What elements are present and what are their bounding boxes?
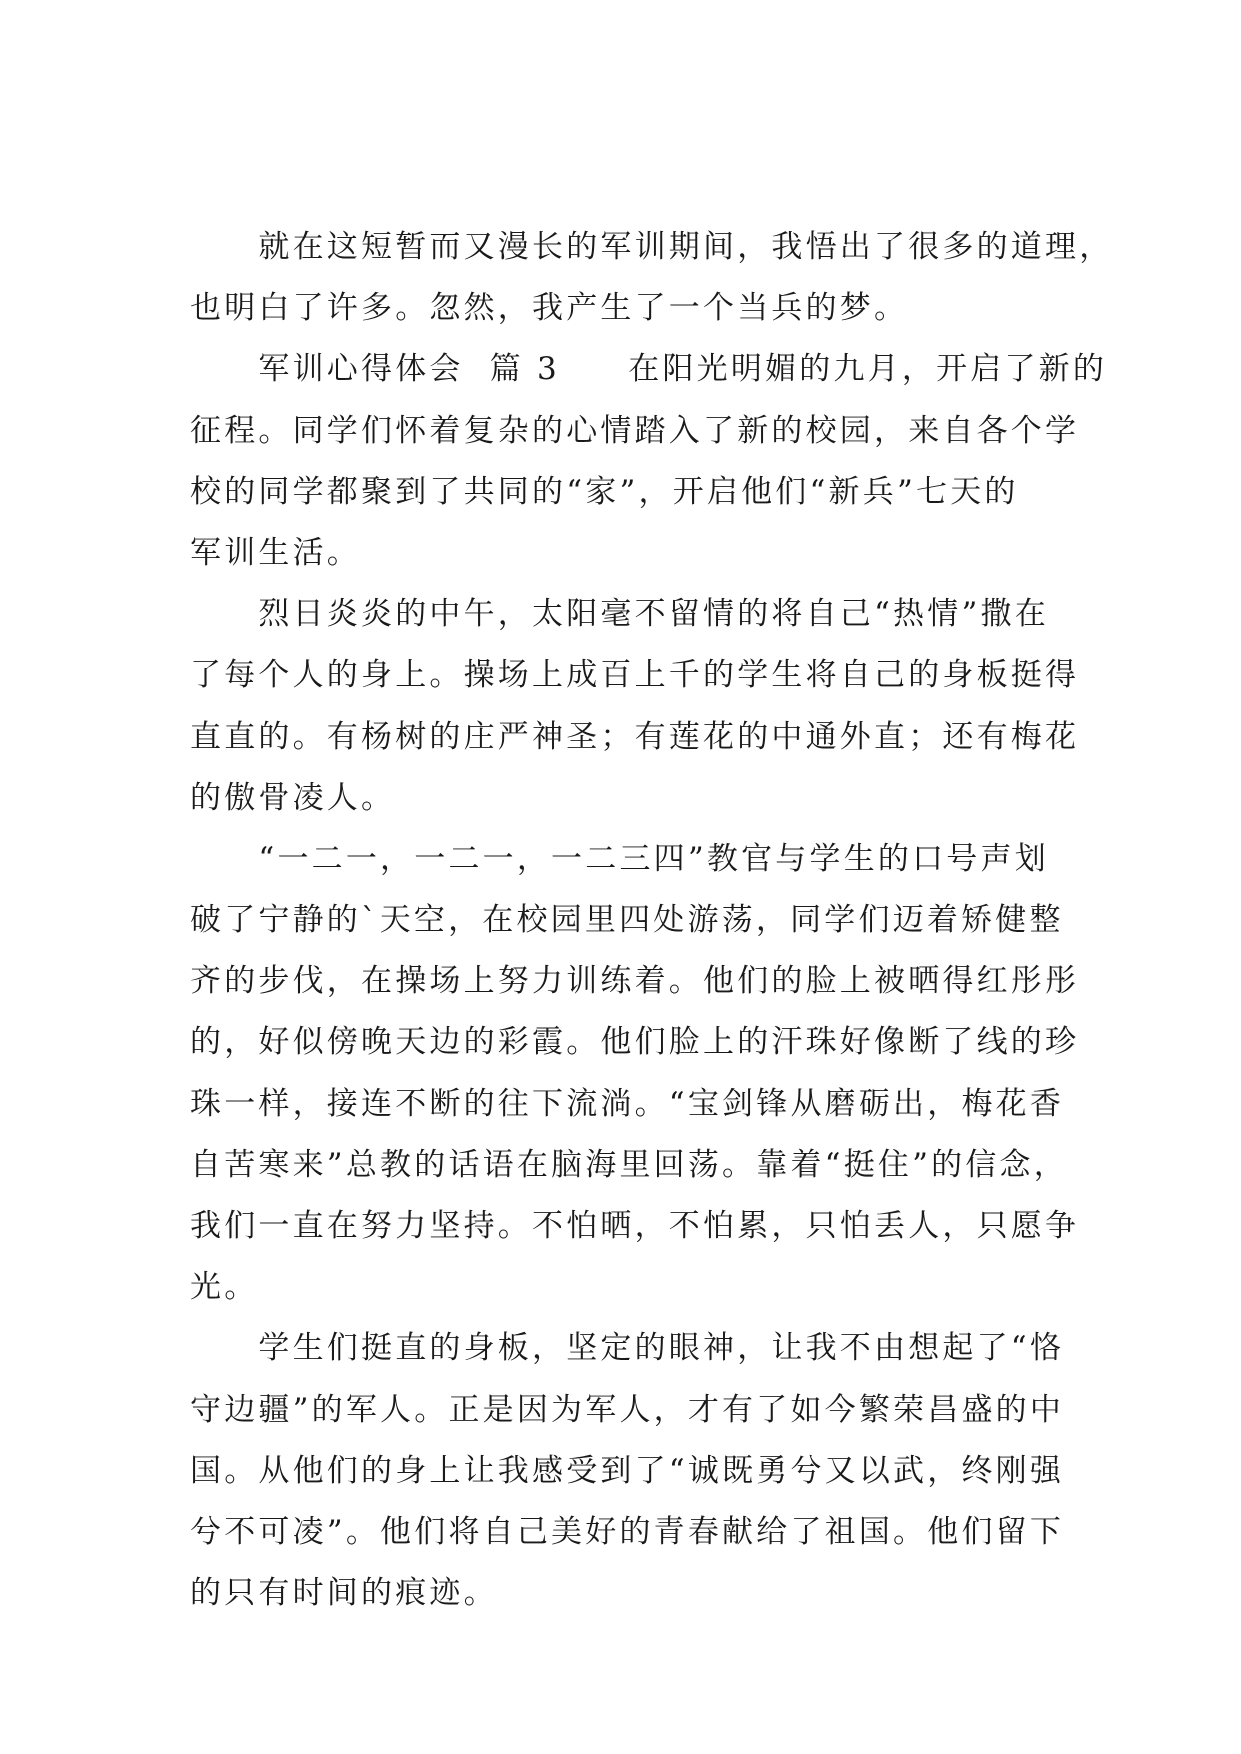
text-line: 征程。同学们怀着复杂的心情踏入了新的校园，来自各个学 <box>190 412 1080 449</box>
text-line: 珠一样，接连不断的往下流淌。“宝剑锋从磨砺出，梅花香 <box>190 1085 1065 1122</box>
body-text <box>190 217 1114 1624</box>
text-line: 了每个人的身上。操场上成百上千的学生将自己的身板挺得 <box>190 657 1080 694</box>
text-line: 学生们挺直的身板，坚定的眼神，让我不由想起了“恪 <box>190 1330 1065 1367</box>
text-line: 也明白了许多。忽然，我产生了一个当兵的梦。 <box>190 290 909 327</box>
text-line: 的傲骨凌人。 <box>190 779 396 816</box>
text-line: 军训心得体会 篇 3 在阳光明媚的九月，开启了新的 <box>190 351 1108 388</box>
text-line: 我们一直在努力坚持。不怕晒，不怕累，只怕丢人，只愿争 <box>190 1208 1080 1244</box>
text-line: 烈日炎炎的中午，太阳毫不留情的将自己“热情”撒在 <box>190 596 1049 633</box>
text-line: 的，好似傍晚天边的彩霞。他们脸上的汗珠好像断了线的珍 <box>190 1024 1080 1061</box>
text-line: 兮不可凌”。他们将自己美好的青春献给了祖国。他们留下 <box>190 1513 1065 1550</box>
text-line: 破了宁静的`天空，在校园里四处游荡，同学们迈着矫健整 <box>190 902 1064 939</box>
text-line: 的只有时间的痕迹。 <box>190 1575 498 1612</box>
text-line: 直直的。有杨树的庄严神圣；有莲花的中通外直；还有梅花 <box>190 718 1080 755</box>
text-line: 校的同学都聚到了共同的“家”，开启他们“新兵”七天的 <box>190 473 1019 510</box>
text-line: 守边疆”的军人。正是因为军人，才有了如今繁荣昌盛的中 <box>190 1391 1065 1428</box>
text-line: 国。从他们的身上让我感受到了“诚既勇兮又以武，终刚强 <box>190 1452 1065 1489</box>
text-line: 齐的步伐，在操场上努力训练着。他们的脸上被晒得红彤彤 <box>190 963 1080 1000</box>
text-line: 就在这短暂而又漫长的军训期间，我悟出了很多的道理， <box>190 229 1114 265</box>
text-line: 自苦寒来”总教的话语在脑海里回荡。靠着“挺住”的信念， <box>190 1146 1068 1183</box>
text-line: 军训生活。 <box>190 534 361 571</box>
text-line: 光。 <box>190 1269 259 1306</box>
text-line: “一二一，一二一，一二三四”教官与学生的口号声划 <box>190 840 1049 877</box>
